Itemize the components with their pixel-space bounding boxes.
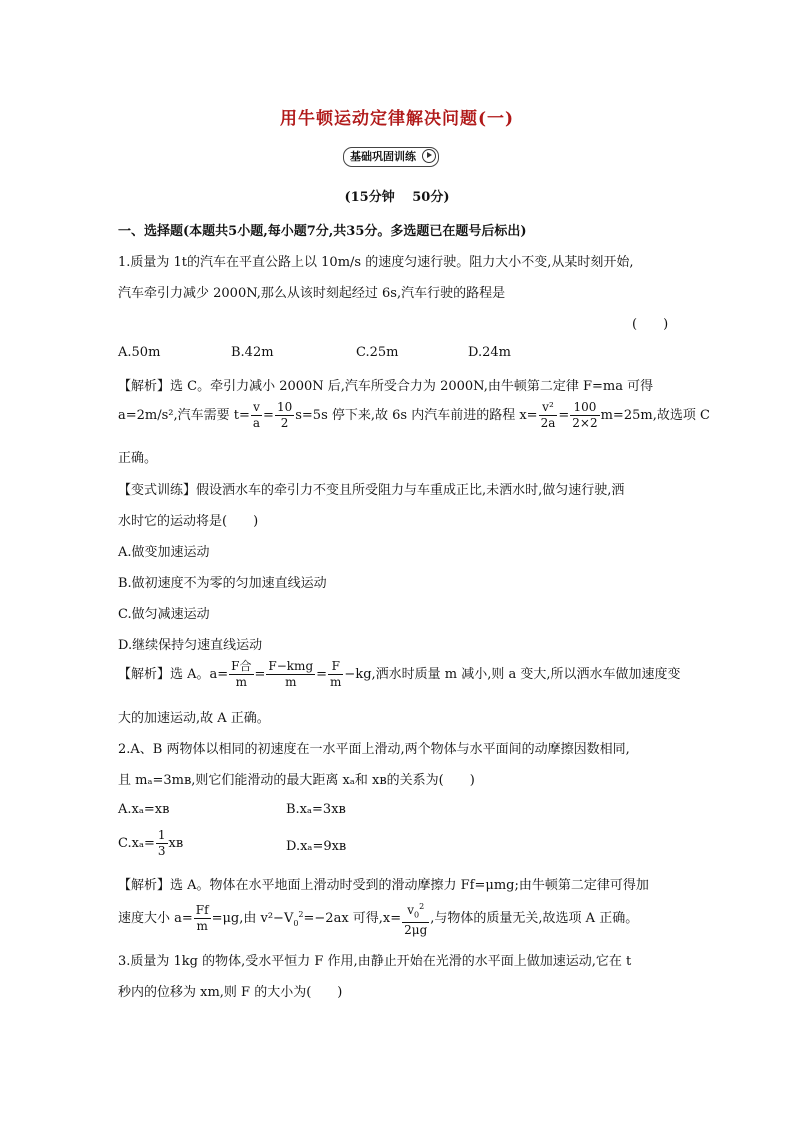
q1-analysis-line2: [118, 400, 710, 431]
analysis-text: s=5s 停下来,故 6s 内汽车前进的路程 x=: [295, 408, 538, 423]
q2-analysis-line2: [118, 899, 638, 938]
numerator: v: [251, 400, 262, 416]
q3-line2: 秒内的位移为 xm,则 F 的大小为( ): [118, 985, 343, 1000]
page-title: 用牛顿运动定律解决问题(一): [279, 109, 515, 129]
variant-option-d: D.继续保持匀速直线运动: [118, 638, 263, 653]
fraction-v0sq-over-2ug: [402, 899, 429, 938]
superscript-two: 2: [298, 909, 304, 919]
badge-label: 基础巩固训练: [350, 150, 416, 163]
variant-line1: 【变式训练】假设洒水车的牵引力不变且所受阻力与车重成正比,未洒水时,做匀速行驶,洒: [118, 483, 625, 498]
q2-analysis-line1: 【解析】选 A。物体在水平地面上滑动时受到的滑动摩擦力 Ff=μmg;由牛顿第二定律可得加: [118, 878, 649, 893]
denominator: m: [196, 919, 208, 934]
numerator-v: v: [407, 903, 415, 917]
analysis-text: =μg,由 v²−V: [211, 911, 294, 927]
variant-option-a: A.做变加速运动: [118, 545, 210, 560]
variant-line2: 水时它的运动将是( ): [118, 514, 259, 529]
q1-option-b: B.42m: [231, 345, 274, 360]
equals: =: [316, 667, 328, 682]
subscript-zero: 0: [293, 918, 299, 928]
option-text: C.xₐ=: [118, 836, 155, 851]
variant-option-c: C.做匀减速运动: [118, 607, 210, 622]
q1-answer-paren: ( ): [632, 317, 669, 332]
equals: =: [254, 667, 266, 682]
variant-option-b: B.做初速度不为零的匀加速直线运动: [118, 576, 327, 591]
section-heading: 一、选择题(本题共5小题,每小题7分,共35分。多选题已在题号后标出): [118, 224, 527, 239]
denominator: m: [285, 675, 297, 689]
numerator: F合: [231, 659, 252, 673]
numerator: F: [328, 659, 343, 675]
equals: =: [558, 408, 570, 423]
fraction-10-over-2: [275, 400, 294, 431]
fraction-f-kmg-over-m: [266, 659, 315, 690]
numerator: F−kmg: [268, 659, 314, 673]
analysis-text: m=25m,故选项 C: [600, 408, 710, 423]
denominator: 2: [280, 416, 289, 430]
analysis-text: =−2ax 可得,x=: [303, 911, 402, 927]
fraction-v-over-a: [251, 400, 262, 431]
play-icon: [422, 149, 436, 163]
denominator: 2μg: [404, 923, 428, 938]
subscript-zero: 0: [414, 910, 420, 920]
q1-line2: 汽车牵引力减少 2000N,那么从该时刻起经过 6s,汽车行驶的路程是: [118, 286, 506, 301]
analysis-text: a=2m/s²,汽车需要 t=: [118, 408, 250, 423]
denominator: 2a: [540, 416, 556, 430]
fraction-ff-over-m: [194, 903, 211, 934]
q1-option-c: C.25m: [356, 345, 399, 360]
fraction-f-over-m: [328, 659, 343, 690]
denominator: m: [235, 675, 248, 689]
q2-line2: 且 mₐ=3mʙ,则它们能滑动的最大距离 xₐ和 xʙ的关系为( ): [118, 773, 475, 788]
q1-analysis-line1: 【解析】选 C。牵引力减小 2000N 后,汽车所受合力为 2000N,由牛顿第二定律 F=ma 可得: [118, 379, 654, 394]
q2-line1: 2.A、B 两物体以相同的初速度在一水平面上滑动,两个物体与水平面间的动摩擦因数相同,: [118, 742, 630, 757]
analysis-text: ,与物体的质量无关,故选项 A 正确。: [430, 911, 639, 927]
fraction-1-over-3: [156, 828, 168, 859]
q2-option-b: B.xₐ=3xʙ: [286, 802, 346, 817]
analysis-text: 速度大小 a=: [118, 911, 193, 927]
q1-line1: 1.质量为 1t的汽车在平直公路上以 10m/s 的速度匀速行驶。阻力大小不变,从某时刻开始,: [118, 255, 634, 270]
option-text: xʙ: [168, 836, 184, 851]
numerator: 10: [276, 400, 293, 414]
section-badge: [343, 147, 439, 167]
numerator: v²: [539, 400, 558, 416]
variant-analysis-line2: 大的加速运动,故 A 正确。: [118, 711, 270, 726]
denominator: 3: [157, 844, 166, 858]
q3-line1: 3.质量为 1kg 的物体,受水平恒力 F 作用,由静止开始在光滑的水平面上做加速运动,它在 t: [118, 954, 632, 969]
q1-option-a: A.50m: [118, 345, 161, 360]
equals: =: [263, 408, 274, 423]
variant-analysis-line1: [118, 659, 681, 690]
analysis-text: −kg,洒水时质量 m 减小,则 a 变大,所以洒水车做加速度变: [344, 667, 681, 682]
denominator: 2×2: [572, 416, 598, 430]
analysis-text: 【解析】选 A。a=: [118, 667, 229, 682]
q1-analysis-line3: 正确。: [118, 451, 158, 466]
q2-option-c: [118, 828, 183, 859]
numerator: Ff: [195, 903, 209, 918]
numerator: 100: [570, 400, 599, 416]
numerator: 1: [157, 828, 166, 842]
fraction-100-over-4: [570, 400, 599, 431]
q2-option-d: D.xₐ=9xʙ: [286, 839, 347, 854]
denominator: a: [252, 416, 261, 430]
numerator: [402, 899, 429, 923]
q1-option-d: D.24m: [468, 345, 511, 360]
fraction-v2-over-2a: [539, 400, 558, 431]
superscript-two: 2: [419, 902, 425, 911]
fraction-fhe-over-m: [229, 659, 253, 690]
denominator: m: [330, 675, 342, 689]
time-score: (15分钟 50分): [344, 190, 450, 205]
q2-option-a: A.xₐ=xʙ: [118, 802, 170, 817]
